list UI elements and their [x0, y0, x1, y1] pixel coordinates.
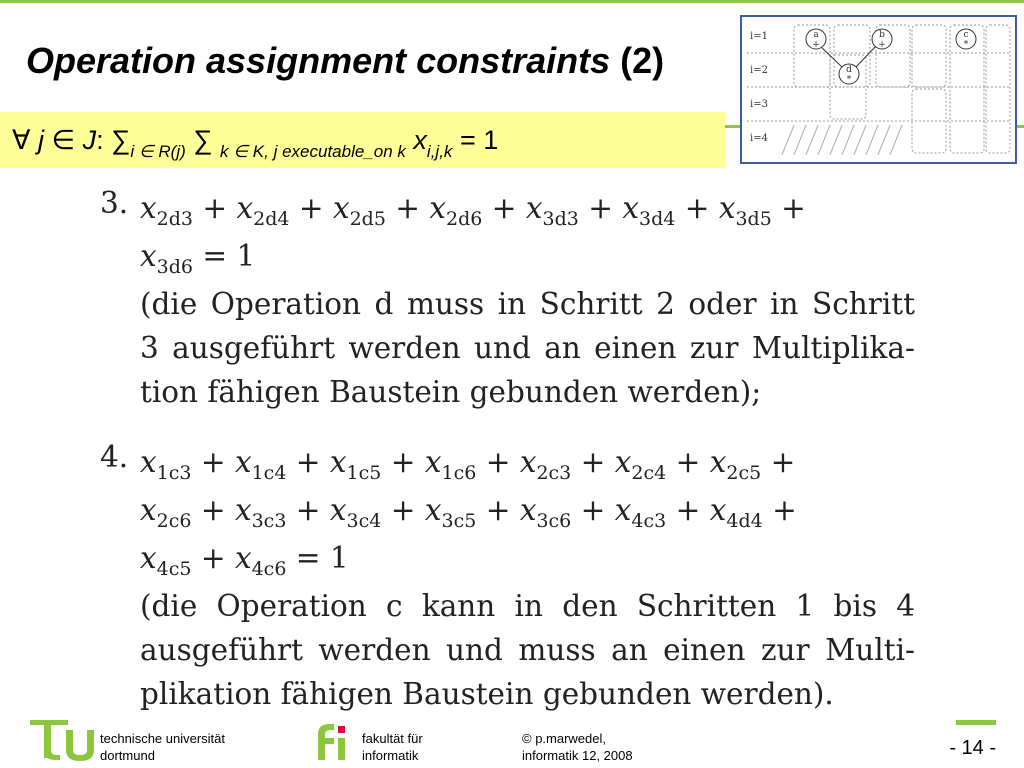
tu-name: [100, 730, 225, 764]
math-operator: +: [381, 445, 425, 479]
fakultaet-informatik-logo: [310, 722, 356, 762]
math-operator: +: [762, 493, 797, 527]
sum-symbol-2: ∑: [193, 125, 213, 155]
tu-line-2: dortmund: [100, 748, 155, 763]
math-operator: +: [289, 191, 333, 225]
explanation-line: (die Operation c kann in den Schritten 1 bis 4: [140, 589, 915, 623]
formula-variable-subscript: i,j,k: [426, 142, 453, 161]
math-variable: $x_{3d5}$: [718, 191, 772, 230]
constraint-item-3: [100, 186, 915, 414]
math-subscript: 3d5: [735, 208, 772, 230]
formula-rhs: = 1: [459, 125, 499, 155]
math-operator: +: [578, 191, 623, 225]
formula-j: j: [38, 125, 44, 155]
math-subscript: 3c6: [536, 510, 572, 532]
math-line: [140, 234, 915, 282]
math-line: [140, 536, 915, 584]
math-operator: +: [675, 191, 719, 225]
sum-subscript-1: i ∈ R(j): [130, 142, 186, 161]
math-variable: $x_{1c3}$: [140, 445, 192, 484]
slide-title: [26, 40, 664, 82]
math-variable: $x_{2d6}$: [429, 191, 483, 230]
math-subscript: 4c3: [631, 510, 667, 532]
math-subscript: 2d6: [446, 208, 483, 230]
math-variable: $x_{2c3}$: [519, 445, 572, 484]
math-operator: +: [286, 445, 330, 479]
footer: [0, 712, 1024, 768]
node-d-label: d: [846, 65, 852, 75]
sum-subscript-2: k ∈ K, j executable_on k: [220, 142, 406, 161]
math-subscript: 1c5: [346, 462, 382, 484]
faculty-line-2: informatik: [362, 748, 419, 763]
math-subscript: 2c3: [536, 462, 572, 484]
constraint-formula-box: [0, 112, 725, 168]
math-subscript: 2c4: [631, 462, 667, 484]
math-variable: $x_{4c6}$: [234, 541, 287, 580]
constraint-list: [100, 186, 915, 716]
math-operator: +: [571, 445, 615, 479]
node-a-label: a: [813, 30, 819, 40]
math-variable: $x_{4c5}$: [140, 541, 192, 580]
schedule-diagram-svg: [742, 17, 1015, 162]
explanation-line: (die Operation d muss in Schritt 2 oder in Schritt: [140, 287, 915, 321]
math-operator: +: [191, 445, 235, 479]
math-subscript: 3d6: [156, 256, 193, 278]
math-operator: +: [286, 493, 330, 527]
math-line: [140, 488, 915, 536]
explanation-line: 3 ausgeführt werden und an einen zur Multiplika-: [140, 331, 915, 365]
math-line: [140, 186, 915, 234]
math-operator: +: [476, 445, 520, 479]
footer-accent-bar: [956, 720, 996, 725]
math-variable: $x_{4c3}$: [614, 493, 667, 532]
page-number: - 14 -: [949, 737, 996, 759]
formula-colon: :: [96, 125, 104, 155]
math-subscript: 2c5: [726, 462, 762, 484]
math-variable: $x_{3c6}$: [519, 493, 572, 532]
explanation-line: plikation fähigen Baustein gebunden werden).: [140, 677, 834, 711]
math-operator: +: [191, 541, 235, 575]
math-subscript: 3d3: [542, 208, 579, 230]
node-c-op: *: [963, 40, 969, 50]
math-operator: +: [771, 191, 806, 225]
math-subscript: 4c6: [251, 558, 287, 580]
math-subscript: 2c6: [156, 510, 192, 532]
math-operator: +: [482, 191, 526, 225]
row-label-4: i=4: [750, 133, 768, 144]
row-label-1: i=1: [750, 31, 768, 42]
math-variable: $x_{1c4}$: [234, 445, 287, 484]
math-variable: $x_{3c4}$: [329, 493, 382, 532]
node-a-op: +: [812, 40, 820, 50]
math-subscript: 4d4: [726, 510, 763, 532]
math-subscript: 2d4: [253, 208, 290, 230]
tu-line-1: technische universität: [100, 731, 226, 746]
math-subscript: 2d3: [156, 208, 193, 230]
math-variable: $x_{3c3}$: [234, 493, 287, 532]
math-variable: $x_{3d6}$: [140, 239, 193, 278]
faculty-name: [362, 730, 423, 764]
math-operator: +: [571, 493, 615, 527]
slide-title-suffix: (2): [620, 40, 665, 81]
math-operator: +: [192, 191, 237, 225]
copyright-line-2: informatik 12, 2008: [522, 748, 633, 763]
math-variable: $x_{1c5}$: [329, 445, 382, 484]
schedule-diagram: [740, 15, 1017, 164]
formula-set-j: J: [82, 125, 97, 155]
math-subscript: 4c5: [156, 558, 192, 580]
explanation-line: ausgeführt werden und muss an einen zur Multi-: [140, 633, 915, 667]
math-variable: $x_{2d4}$: [236, 191, 290, 230]
math-variable: $x_{2c6}$: [140, 493, 192, 532]
math-variable: $x_{2c5}$: [709, 445, 762, 484]
faculty-line-1: fakultät für: [362, 731, 423, 746]
top-accent-line: [0, 0, 1024, 3]
math-operator: +: [761, 445, 796, 479]
element-of-symbol: ∈: [51, 125, 76, 155]
math-operator: +: [666, 445, 710, 479]
item-number: 3.: [100, 186, 129, 220]
node-c-label: c: [963, 30, 969, 40]
math-operator: = 1: [286, 541, 349, 575]
copyright: [522, 730, 633, 764]
math-subscript: 2d5: [349, 208, 386, 230]
math-subscript: 1c6: [441, 462, 477, 484]
math-operator: +: [666, 493, 710, 527]
math-line: [140, 440, 915, 488]
row-label-2: i=2: [750, 65, 768, 76]
math-variable: $x_{4d4}$: [709, 493, 763, 532]
math-variable: $x_{2c4}$: [614, 445, 667, 484]
math-operator: +: [191, 493, 235, 527]
forall-symbol: ∀: [12, 125, 31, 155]
math-subscript: 3c4: [346, 510, 382, 532]
tu-dortmund-logo: [30, 720, 100, 764]
math-subscript: 3d4: [638, 208, 676, 230]
math-operator: +: [476, 493, 520, 527]
math-subscript: 1c4: [251, 462, 287, 484]
node-d-op: *: [846, 75, 852, 85]
row-label-3: i=3: [750, 99, 768, 110]
math-variable: $x_{3d4}$: [622, 191, 676, 230]
math-variable: $x_{3d3}$: [525, 191, 579, 230]
math-operator: = 1: [192, 239, 256, 273]
item-number: 4.: [100, 440, 129, 474]
math-variable: $x_{2d5}$: [332, 191, 386, 230]
copyright-line-1: © p.marwedel,: [522, 731, 606, 746]
math-subscript: 3c5: [441, 510, 477, 532]
sum-symbol-1: ∑: [111, 125, 131, 155]
explanation-line: tion fähigen Baustein gebunden werden);: [140, 375, 762, 409]
node-b-label: b: [879, 30, 885, 40]
constraint-item-4: [100, 440, 915, 716]
math-variable: $x_{1c6}$: [424, 445, 477, 484]
formula-variable-x: x: [413, 125, 427, 155]
math-subscript: 1c3: [156, 462, 192, 484]
math-subscript: 3c3: [251, 510, 287, 532]
math-operator: +: [381, 493, 425, 527]
node-b-op: +: [878, 40, 886, 50]
slide-title-main: Operation assignment constraints: [26, 40, 611, 81]
math-variable: $x_{3c5}$: [424, 493, 477, 532]
math-variable: $x_{2d3}$: [140, 191, 193, 230]
math-operator: +: [385, 191, 430, 225]
